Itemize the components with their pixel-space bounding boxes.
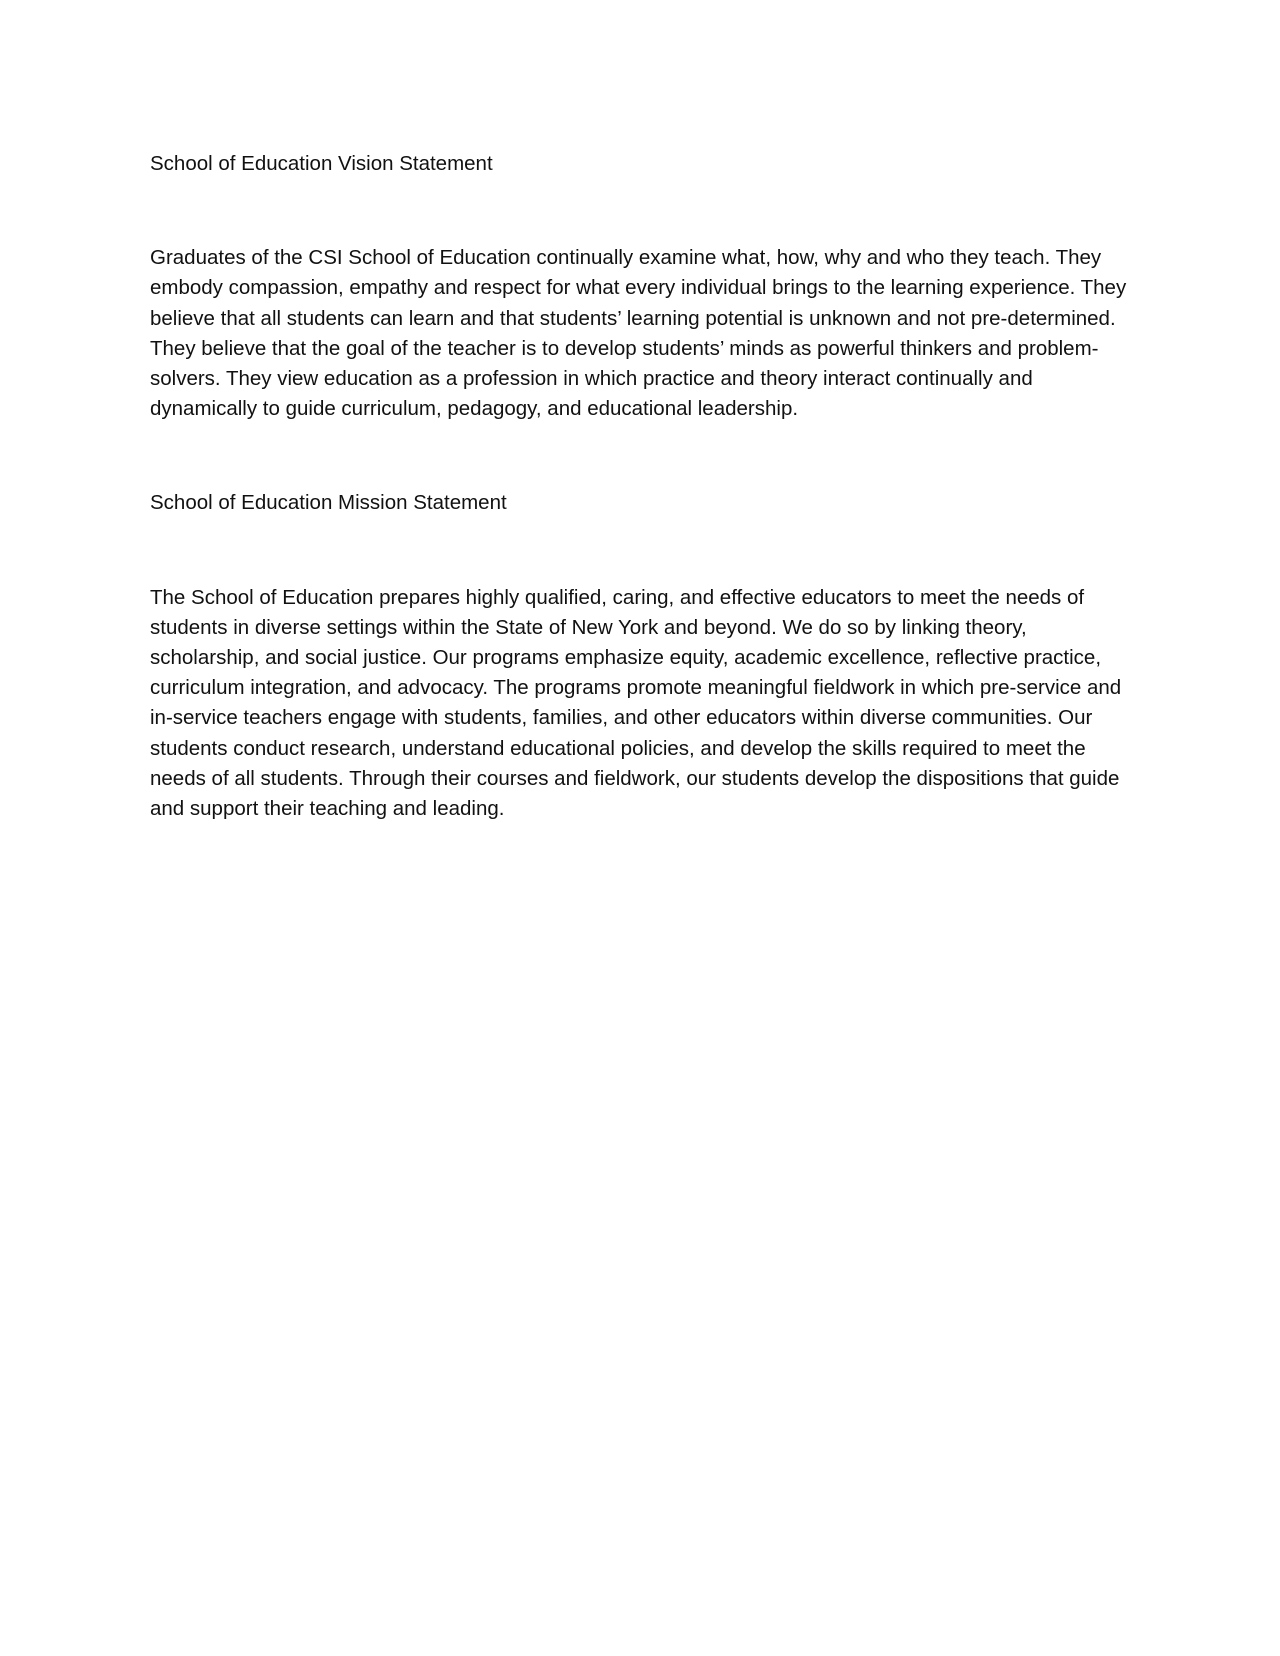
mission-paragraph: The School of Education prepares highly qualified, caring, and effective educators to meet the needs of students in diverse settings within the State of New York and beyond. We do so by linking theory, scholarship, and social justice. Our programs emphasize equity, academic excellence, reflective practice, curriculum integration, and advocacy. The programs promote meaningful fieldwork in which pre-service and in-service teachers engage with students, families, and other educators within diverse communities. Our students conduct research, understand educational policies, and develop the skills required to meet the needs of all students. Through their courses and fieldwork, our students develop the dispositions that guide and support their teaching and leading. <box>150 585 1122 821</box>
vision-paragraph: Graduates of the CSI School of Education continually examine what, how, why and who they teach. They embody compassion, empathy and respect for what every individual brings to the learning experience. They believe that all students can learn and that students’ learning potential is unknown and not pre-determined. They believe that the goal of the teacher is to develop students’ minds as powerful thinkers and problem-solvers. They view education as a profession in which practice and theory interact continually and dynamically to guide curriculum, pedagogy, and educational leadership. <box>150 246 1127 421</box>
spacer <box>150 519 1135 583</box>
spacer <box>150 424 1135 488</box>
vision-heading: School of Education Vision Statement <box>150 152 493 175</box>
spacer <box>150 179 1135 243</box>
mission-heading: School of Education Mission Statement <box>150 491 507 515</box>
document-content <box>150 149 1135 824</box>
